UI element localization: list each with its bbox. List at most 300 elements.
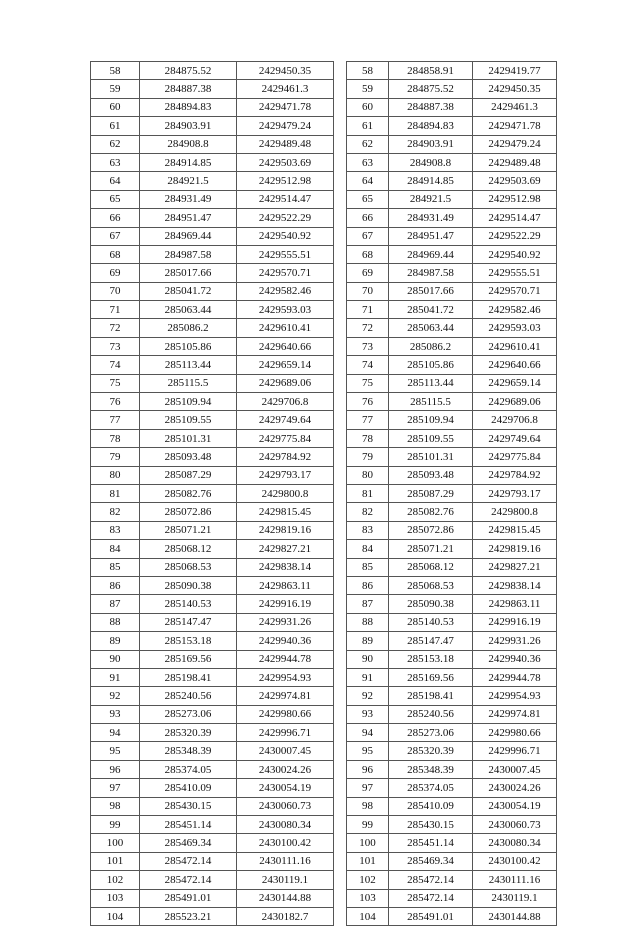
y-coordinate-cell: 2430024.26 <box>237 760 334 778</box>
x-coordinate-cell: 285071.21 <box>140 521 237 539</box>
table-row <box>347 172 557 190</box>
point-number-cell: 95 <box>347 742 389 760</box>
point-number-cell: 90 <box>347 650 389 668</box>
x-coordinate-cell: 284931.49 <box>389 209 473 227</box>
y-coordinate-cell: 2429593.03 <box>237 301 334 319</box>
y-coordinate-cell: 2430060.73 <box>237 797 334 815</box>
table-row <box>347 393 557 411</box>
x-coordinate-cell: 285140.53 <box>389 613 473 631</box>
y-coordinate-cell: 2429512.98 <box>473 190 557 208</box>
point-number-cell: 102 <box>347 871 389 889</box>
point-number-cell: 76 <box>347 393 389 411</box>
table-row <box>91 779 334 797</box>
y-coordinate-cell: 2429503.69 <box>473 172 557 190</box>
y-coordinate-cell: 2429540.92 <box>237 227 334 245</box>
x-coordinate-cell: 285430.15 <box>140 797 237 815</box>
y-coordinate-cell: 2430080.34 <box>473 834 557 852</box>
y-coordinate-cell: 2429582.46 <box>237 282 334 300</box>
y-coordinate-cell: 2429815.45 <box>473 521 557 539</box>
y-coordinate-cell: 2430119.1 <box>237 871 334 889</box>
x-coordinate-cell: 285113.44 <box>140 356 237 374</box>
table-row <box>347 374 557 392</box>
table-row <box>347 724 557 742</box>
x-coordinate-cell: 284858.91 <box>389 62 473 80</box>
y-coordinate-cell: 2429793.17 <box>473 484 557 502</box>
x-coordinate-cell: 285240.56 <box>140 687 237 705</box>
x-coordinate-cell: 285153.18 <box>389 650 473 668</box>
point-number-cell: 99 <box>91 816 140 834</box>
table-row <box>91 282 334 300</box>
y-coordinate-cell: 2429931.26 <box>473 632 557 650</box>
table-row <box>347 62 557 80</box>
x-coordinate-cell: 285491.01 <box>140 889 237 907</box>
x-coordinate-cell: 285072.86 <box>389 521 473 539</box>
x-coordinate-cell: 285086.2 <box>389 337 473 355</box>
table-row <box>347 521 557 539</box>
y-coordinate-cell: 2429944.78 <box>237 650 334 668</box>
point-number-cell: 81 <box>347 484 389 502</box>
point-number-cell: 66 <box>91 209 140 227</box>
table-row <box>91 209 334 227</box>
y-coordinate-cell: 2429931.26 <box>237 613 334 631</box>
table-row <box>347 687 557 705</box>
x-coordinate-cell: 285491.01 <box>389 907 473 925</box>
x-coordinate-cell: 285113.44 <box>389 374 473 392</box>
x-coordinate-cell: 285374.05 <box>389 779 473 797</box>
left-coordinate-table <box>90 61 334 926</box>
y-coordinate-cell: 2429980.66 <box>473 724 557 742</box>
x-coordinate-cell: 285469.34 <box>140 834 237 852</box>
table-row <box>91 429 334 447</box>
table-row <box>347 632 557 650</box>
table-row <box>347 558 557 576</box>
y-coordinate-cell: 2429815.45 <box>237 503 334 521</box>
point-number-cell: 70 <box>91 282 140 300</box>
x-coordinate-cell: 285273.06 <box>140 705 237 723</box>
table-row <box>91 356 334 374</box>
y-coordinate-cell: 2429489.48 <box>237 135 334 153</box>
point-number-cell: 96 <box>347 760 389 778</box>
table-row <box>91 742 334 760</box>
point-number-cell: 58 <box>347 62 389 80</box>
x-coordinate-cell: 285198.41 <box>140 668 237 686</box>
table-row <box>347 429 557 447</box>
x-coordinate-cell: 285109.94 <box>140 393 237 411</box>
table-row <box>91 852 334 870</box>
table-row <box>91 558 334 576</box>
x-coordinate-cell: 285472.14 <box>389 889 473 907</box>
table-row <box>347 852 557 870</box>
table-row <box>91 80 334 98</box>
point-number-cell: 69 <box>347 264 389 282</box>
point-number-cell: 64 <box>91 172 140 190</box>
y-coordinate-cell: 2429800.8 <box>473 503 557 521</box>
table-row <box>347 650 557 668</box>
point-number-cell: 59 <box>347 80 389 98</box>
table-row <box>347 264 557 282</box>
table-row <box>91 816 334 834</box>
point-number-cell: 70 <box>347 282 389 300</box>
y-coordinate-cell: 2429800.8 <box>237 484 334 502</box>
table-row <box>347 135 557 153</box>
point-number-cell: 84 <box>347 540 389 558</box>
y-coordinate-cell: 2430100.42 <box>473 852 557 870</box>
point-number-cell: 64 <box>347 172 389 190</box>
y-coordinate-cell: 2429954.93 <box>473 687 557 705</box>
y-coordinate-cell: 2429489.48 <box>473 153 557 171</box>
x-coordinate-cell: 285147.47 <box>140 613 237 631</box>
point-number-cell: 82 <box>347 503 389 521</box>
point-number-cell: 71 <box>91 301 140 319</box>
point-number-cell: 94 <box>91 724 140 742</box>
table-row <box>347 190 557 208</box>
x-coordinate-cell: 284887.38 <box>389 98 473 116</box>
y-coordinate-cell: 2429775.84 <box>473 448 557 466</box>
table-row <box>347 742 557 760</box>
table-row <box>347 540 557 558</box>
x-coordinate-cell: 285472.14 <box>140 852 237 870</box>
y-coordinate-cell: 2429954.93 <box>237 668 334 686</box>
x-coordinate-cell: 285115.5 <box>140 374 237 392</box>
table-row <box>347 595 557 613</box>
table-row <box>91 595 334 613</box>
y-coordinate-cell: 2429461.3 <box>237 80 334 98</box>
point-number-cell: 79 <box>347 448 389 466</box>
table-row <box>91 613 334 631</box>
y-coordinate-cell: 2429450.35 <box>473 80 557 98</box>
x-coordinate-cell: 285451.14 <box>389 834 473 852</box>
y-coordinate-cell: 2429450.35 <box>237 62 334 80</box>
point-number-cell: 83 <box>347 521 389 539</box>
y-coordinate-cell: 2429640.66 <box>473 356 557 374</box>
table-row <box>347 117 557 135</box>
point-number-cell: 103 <box>347 889 389 907</box>
point-number-cell: 60 <box>91 98 140 116</box>
x-coordinate-cell: 285273.06 <box>389 724 473 742</box>
x-coordinate-cell: 284987.58 <box>140 245 237 263</box>
table-row <box>91 62 334 80</box>
table-row <box>347 282 557 300</box>
table-row <box>91 687 334 705</box>
y-coordinate-cell: 2429540.92 <box>473 245 557 263</box>
table-row <box>347 153 557 171</box>
point-number-cell: 85 <box>347 558 389 576</box>
x-coordinate-cell: 285320.39 <box>389 742 473 760</box>
table-row <box>347 816 557 834</box>
x-coordinate-cell: 285430.15 <box>389 816 473 834</box>
point-number-cell: 67 <box>91 227 140 245</box>
point-number-cell: 77 <box>347 411 389 429</box>
y-coordinate-cell: 2429570.71 <box>473 282 557 300</box>
table-row <box>347 319 557 337</box>
point-number-cell: 98 <box>91 797 140 815</box>
x-coordinate-cell: 285320.39 <box>140 724 237 742</box>
right-table-body <box>347 62 557 926</box>
x-coordinate-cell: 285105.86 <box>389 356 473 374</box>
table-row <box>347 337 557 355</box>
y-coordinate-cell: 2430111.16 <box>237 852 334 870</box>
point-number-cell: 97 <box>91 779 140 797</box>
point-number-cell: 62 <box>91 135 140 153</box>
x-coordinate-cell: 285523.21 <box>140 907 237 925</box>
point-number-cell: 82 <box>91 503 140 521</box>
y-coordinate-cell: 2429512.98 <box>237 172 334 190</box>
point-number-cell: 75 <box>347 374 389 392</box>
point-number-cell: 67 <box>347 227 389 245</box>
y-coordinate-cell: 2429749.64 <box>237 411 334 429</box>
table-row <box>347 484 557 502</box>
table-row <box>91 650 334 668</box>
x-coordinate-cell: 285093.48 <box>140 448 237 466</box>
point-number-cell: 86 <box>91 576 140 594</box>
x-coordinate-cell: 285140.53 <box>140 595 237 613</box>
y-coordinate-cell: 2429980.66 <box>237 705 334 723</box>
point-number-cell: 72 <box>347 319 389 337</box>
point-number-cell: 73 <box>347 337 389 355</box>
y-coordinate-cell: 2429555.51 <box>237 245 334 263</box>
y-coordinate-cell: 2429944.78 <box>473 668 557 686</box>
y-coordinate-cell: 2430182.7 <box>237 907 334 925</box>
x-coordinate-cell: 285068.53 <box>389 576 473 594</box>
table-row <box>347 356 557 374</box>
table-row <box>91 227 334 245</box>
point-number-cell: 78 <box>91 429 140 447</box>
x-coordinate-cell: 285101.31 <box>140 429 237 447</box>
point-number-cell: 79 <box>91 448 140 466</box>
x-coordinate-cell: 284908.8 <box>140 135 237 153</box>
x-coordinate-cell: 284951.47 <box>140 209 237 227</box>
table-row <box>91 301 334 319</box>
point-number-cell: 78 <box>347 429 389 447</box>
x-coordinate-cell: 284921.5 <box>389 190 473 208</box>
point-number-cell: 83 <box>91 521 140 539</box>
point-number-cell: 80 <box>347 466 389 484</box>
x-coordinate-cell: 285068.53 <box>140 558 237 576</box>
y-coordinate-cell: 2429555.51 <box>473 264 557 282</box>
x-coordinate-cell: 285153.18 <box>140 632 237 650</box>
point-number-cell: 98 <box>347 797 389 815</box>
y-coordinate-cell: 2429689.06 <box>237 374 334 392</box>
x-coordinate-cell: 284894.83 <box>389 117 473 135</box>
y-coordinate-cell: 2429916.19 <box>237 595 334 613</box>
point-number-cell: 66 <box>347 209 389 227</box>
point-number-cell: 84 <box>91 540 140 558</box>
table-row <box>347 760 557 778</box>
y-coordinate-cell: 2429784.92 <box>473 466 557 484</box>
table-row <box>347 797 557 815</box>
y-coordinate-cell: 2429471.78 <box>473 117 557 135</box>
point-number-cell: 77 <box>91 411 140 429</box>
point-number-cell: 93 <box>91 705 140 723</box>
point-number-cell: 100 <box>347 834 389 852</box>
point-number-cell: 91 <box>347 668 389 686</box>
table-row <box>91 797 334 815</box>
point-number-cell: 87 <box>91 595 140 613</box>
x-coordinate-cell: 284921.5 <box>140 172 237 190</box>
x-coordinate-cell: 284903.91 <box>389 135 473 153</box>
x-coordinate-cell: 285072.86 <box>140 503 237 521</box>
table-row <box>91 190 334 208</box>
point-number-cell: 101 <box>347 852 389 870</box>
x-coordinate-cell: 285087.29 <box>389 484 473 502</box>
y-coordinate-cell: 2429593.03 <box>473 319 557 337</box>
table-row <box>347 98 557 116</box>
y-coordinate-cell: 2430111.16 <box>473 871 557 889</box>
table-row <box>91 245 334 263</box>
point-number-cell: 71 <box>347 301 389 319</box>
table-row <box>91 466 334 484</box>
x-coordinate-cell: 284908.8 <box>389 153 473 171</box>
x-coordinate-cell: 285063.44 <box>389 319 473 337</box>
y-coordinate-cell: 2429793.17 <box>237 466 334 484</box>
point-number-cell: 80 <box>91 466 140 484</box>
y-coordinate-cell: 2430007.45 <box>473 760 557 778</box>
point-number-cell: 65 <box>347 190 389 208</box>
x-coordinate-cell: 285017.66 <box>389 282 473 300</box>
y-coordinate-cell: 2429514.47 <box>473 209 557 227</box>
table-row <box>91 172 334 190</box>
point-number-cell: 101 <box>91 852 140 870</box>
x-coordinate-cell: 285082.76 <box>389 503 473 521</box>
x-coordinate-cell: 284969.44 <box>389 245 473 263</box>
point-number-cell: 76 <box>91 393 140 411</box>
point-number-cell: 99 <box>347 816 389 834</box>
x-coordinate-cell: 285469.34 <box>389 852 473 870</box>
x-coordinate-cell: 285068.12 <box>389 558 473 576</box>
y-coordinate-cell: 2429863.11 <box>473 595 557 613</box>
right-coordinate-table <box>346 61 557 926</box>
y-coordinate-cell: 2430054.19 <box>237 779 334 797</box>
point-number-cell: 61 <box>91 117 140 135</box>
y-coordinate-cell: 2429610.41 <box>473 337 557 355</box>
x-coordinate-cell: 285041.72 <box>140 282 237 300</box>
point-number-cell: 89 <box>347 632 389 650</box>
y-coordinate-cell: 2429570.71 <box>237 264 334 282</box>
y-coordinate-cell: 2429419.77 <box>473 62 557 80</box>
y-coordinate-cell: 2429749.64 <box>473 429 557 447</box>
x-coordinate-cell: 285090.38 <box>389 595 473 613</box>
point-number-cell: 94 <box>347 724 389 742</box>
table-row <box>347 668 557 686</box>
x-coordinate-cell: 284903.91 <box>140 117 237 135</box>
table-row <box>91 411 334 429</box>
x-coordinate-cell: 285071.21 <box>389 540 473 558</box>
x-coordinate-cell: 285090.38 <box>140 576 237 594</box>
table-row <box>91 705 334 723</box>
table-row <box>91 117 334 135</box>
point-number-cell: 86 <box>347 576 389 594</box>
point-number-cell: 75 <box>91 374 140 392</box>
table-row <box>347 448 557 466</box>
y-coordinate-cell: 2429479.24 <box>237 117 334 135</box>
x-coordinate-cell: 285147.47 <box>389 632 473 650</box>
point-number-cell: 63 <box>91 153 140 171</box>
x-coordinate-cell: 284914.85 <box>140 153 237 171</box>
x-coordinate-cell: 285374.05 <box>140 760 237 778</box>
point-number-cell: 91 <box>91 668 140 686</box>
x-coordinate-cell: 285169.56 <box>389 668 473 686</box>
x-coordinate-cell: 285410.09 <box>140 779 237 797</box>
x-coordinate-cell: 285101.31 <box>389 448 473 466</box>
y-coordinate-cell: 2429659.14 <box>473 374 557 392</box>
table-row <box>91 668 334 686</box>
point-number-cell: 74 <box>91 356 140 374</box>
point-number-cell: 104 <box>347 907 389 925</box>
y-coordinate-cell: 2429916.19 <box>473 613 557 631</box>
y-coordinate-cell: 2429940.36 <box>237 632 334 650</box>
point-number-cell: 74 <box>347 356 389 374</box>
table-row <box>91 521 334 539</box>
point-number-cell: 69 <box>91 264 140 282</box>
y-coordinate-cell: 2429471.78 <box>237 98 334 116</box>
y-coordinate-cell: 2429819.16 <box>237 521 334 539</box>
point-number-cell: 92 <box>91 687 140 705</box>
table-row <box>91 576 334 594</box>
table-row <box>91 374 334 392</box>
table-row <box>347 834 557 852</box>
table-row <box>91 503 334 521</box>
point-number-cell: 93 <box>347 705 389 723</box>
x-coordinate-cell: 285087.29 <box>140 466 237 484</box>
point-number-cell: 92 <box>347 687 389 705</box>
x-coordinate-cell: 285348.39 <box>140 742 237 760</box>
table-row <box>91 540 334 558</box>
point-number-cell: 89 <box>91 632 140 650</box>
point-number-cell: 88 <box>347 613 389 631</box>
x-coordinate-cell: 285240.56 <box>389 705 473 723</box>
table-row <box>91 448 334 466</box>
y-coordinate-cell: 2429479.24 <box>473 135 557 153</box>
table-row <box>91 153 334 171</box>
y-coordinate-cell: 2429838.14 <box>237 558 334 576</box>
x-coordinate-cell: 285410.09 <box>389 797 473 815</box>
point-number-cell: 100 <box>91 834 140 852</box>
table-row <box>91 760 334 778</box>
x-coordinate-cell: 285086.2 <box>140 319 237 337</box>
y-coordinate-cell: 2429784.92 <box>237 448 334 466</box>
x-coordinate-cell: 285105.86 <box>140 337 237 355</box>
y-coordinate-cell: 2430144.88 <box>473 907 557 925</box>
x-coordinate-cell: 285093.48 <box>389 466 473 484</box>
table-row <box>91 264 334 282</box>
table-row <box>91 135 334 153</box>
table-row <box>347 411 557 429</box>
point-number-cell: 97 <box>347 779 389 797</box>
point-number-cell: 102 <box>91 871 140 889</box>
y-coordinate-cell: 2430024.26 <box>473 779 557 797</box>
y-coordinate-cell: 2430119.1 <box>473 889 557 907</box>
x-coordinate-cell: 285082.76 <box>140 484 237 502</box>
table-row <box>347 80 557 98</box>
point-number-cell: 90 <box>91 650 140 668</box>
point-number-cell: 68 <box>91 245 140 263</box>
x-coordinate-cell: 285063.44 <box>140 301 237 319</box>
y-coordinate-cell: 2429610.41 <box>237 319 334 337</box>
y-coordinate-cell: 2429940.36 <box>473 650 557 668</box>
table-row <box>347 779 557 797</box>
x-coordinate-cell: 284987.58 <box>389 264 473 282</box>
x-coordinate-cell: 285451.14 <box>140 816 237 834</box>
table-row <box>347 871 557 889</box>
table-row <box>347 613 557 631</box>
y-coordinate-cell: 2429689.06 <box>473 393 557 411</box>
point-number-cell: 96 <box>91 760 140 778</box>
y-coordinate-cell: 2430144.88 <box>237 889 334 907</box>
y-coordinate-cell: 2430060.73 <box>473 816 557 834</box>
y-coordinate-cell: 2429706.8 <box>237 393 334 411</box>
table-row <box>91 834 334 852</box>
y-coordinate-cell: 2430100.42 <box>237 834 334 852</box>
